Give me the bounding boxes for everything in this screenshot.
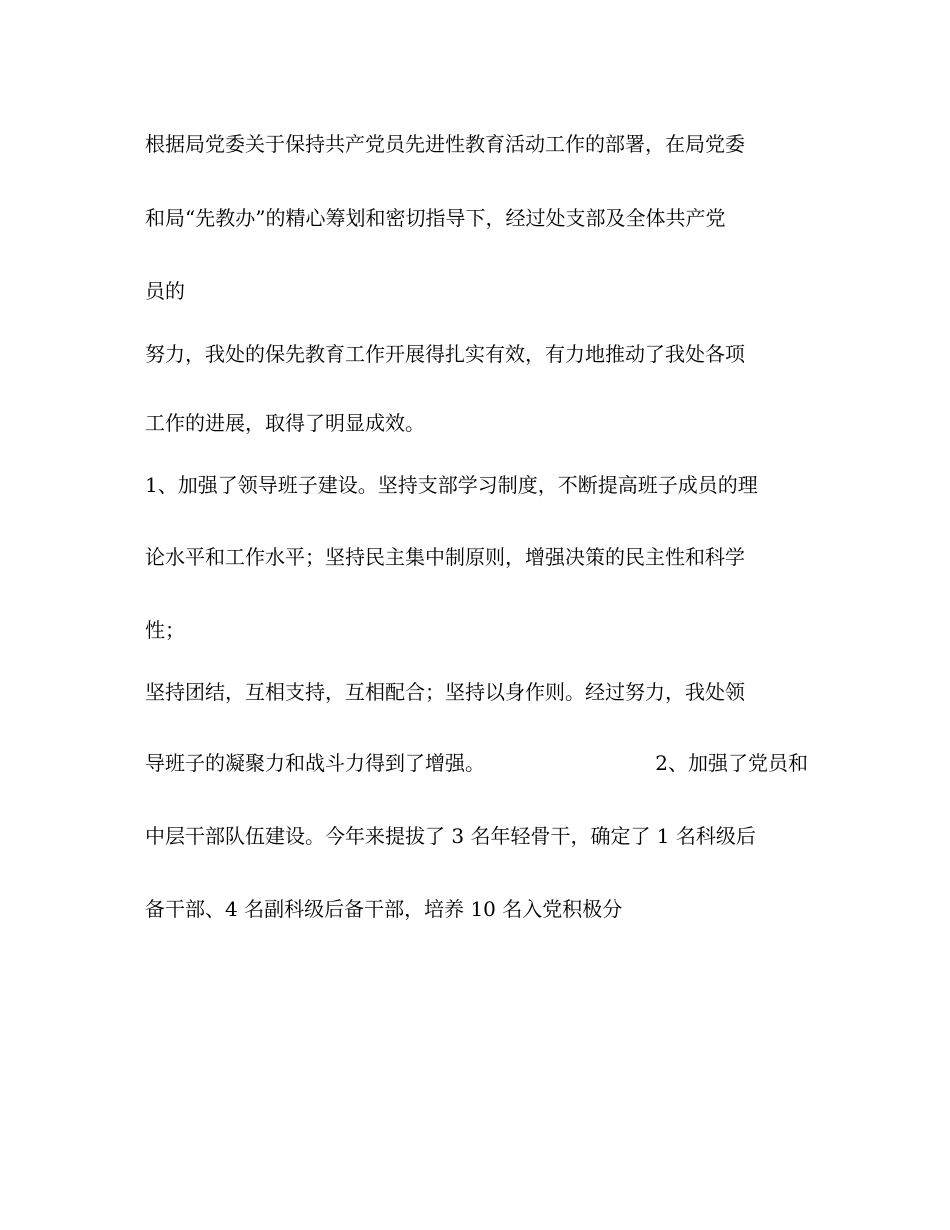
text-line-11: 中层干部队伍建设。今年来提拔了 3 名年轻骨干，确定了 1 名科级后 [145, 824, 756, 848]
text-line-3: 员的 [145, 279, 185, 303]
text-line-6: 1、加强了领导班子建设。坚持支部学习制度，不断提高班子成员的理 [145, 473, 758, 497]
text-line-1: 根据局党委关于保持共产党员先进性教育活动工作的部署，在局党委 [145, 132, 745, 156]
text-line-2: 和局“先教办”的精心筹划和密切指导下，经过处支部及全体共产党 [145, 206, 726, 230]
text-line-4: 努力，我处的保先教育工作开展得扎实有效，有力地推动了我处各项 [145, 342, 745, 366]
text-line-7: 论水平和工作水平；坚持民主集中制原则，增强决策的民主性和科学 [145, 545, 745, 569]
text-line-10-left: 导班子的凝聚力和战斗力得到了增强。 [145, 751, 485, 775]
text-line-10 [145, 751, 808, 775]
text-line-10-right: 2、加强了党员和 [655, 751, 808, 775]
text-line-5: 工作的进展，取得了明显成效。 [145, 411, 425, 435]
text-line-12: 备干部、4 名副科级后备干部，培养 10 名入党积极分 [145, 897, 623, 921]
text-line-9: 坚持团结，互相支持，互相配合；坚持以身作则。经过努力，我处领 [145, 680, 745, 704]
text-line-8: 性； [145, 618, 185, 642]
